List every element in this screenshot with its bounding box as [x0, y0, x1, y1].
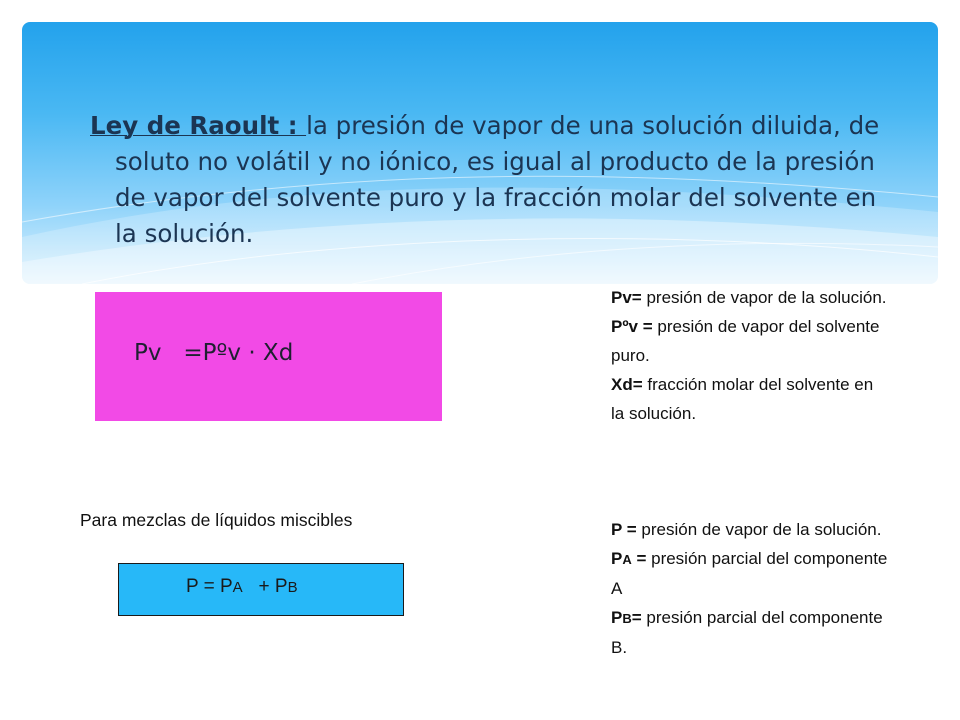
title-body: la presión de vapor de una solución diluida, de soluto no volátil y no iónico, es igual al producto de la presión de vapor del solvente puro y la fracción molar del solvente en la solución.	[115, 111, 880, 248]
title-paragraph	[90, 108, 905, 252]
raoult-formula: Pv =Pºv · Xd	[134, 340, 294, 366]
definition-text: fracción molar del solvente en la solución.	[611, 375, 874, 423]
symbol-subscript: A	[622, 552, 632, 567]
definition-symbol	[611, 608, 642, 627]
mixtures-formula	[186, 576, 298, 598]
symbol-subscript: B	[622, 611, 632, 626]
symbol-end: =	[631, 608, 642, 627]
definition-item	[611, 544, 891, 603]
symbol-end: =	[631, 549, 647, 568]
definition-symbol: Pºv =	[611, 317, 653, 336]
mix-formula-plus: + P	[242, 576, 288, 597]
definition-item	[611, 312, 891, 370]
definition-item	[611, 603, 891, 662]
definition-item	[611, 283, 891, 312]
definition-symbol: P =	[611, 520, 637, 539]
definition-text: presión parcial del componente A	[611, 549, 888, 598]
mix-formula-sub-b: B	[287, 579, 298, 596]
symbol-main: P	[611, 608, 623, 627]
mix-formula-sub-a: A	[232, 579, 243, 596]
definition-text: presión de vapor del solvente puro.	[611, 317, 880, 365]
title-lead: Ley de Raoult :	[90, 111, 307, 140]
definition-item	[611, 370, 891, 428]
definition-text: presión de vapor de la solución.	[636, 520, 882, 539]
mix-formula-p: P = P	[186, 576, 233, 597]
definition-text: presión de vapor de la solución.	[641, 288, 887, 307]
definition-text: presión parcial del componente B.	[611, 608, 883, 657]
definitions-top	[611, 283, 891, 428]
mixtures-label: Para mezclas de líquidos miscibles	[80, 510, 353, 530]
definition-symbol	[611, 549, 646, 568]
definition-item	[611, 515, 891, 544]
definition-symbol: Pv=	[611, 288, 642, 307]
definitions-bottom	[611, 515, 891, 662]
symbol-main: P	[611, 549, 623, 568]
definition-symbol: Xd=	[611, 375, 643, 394]
